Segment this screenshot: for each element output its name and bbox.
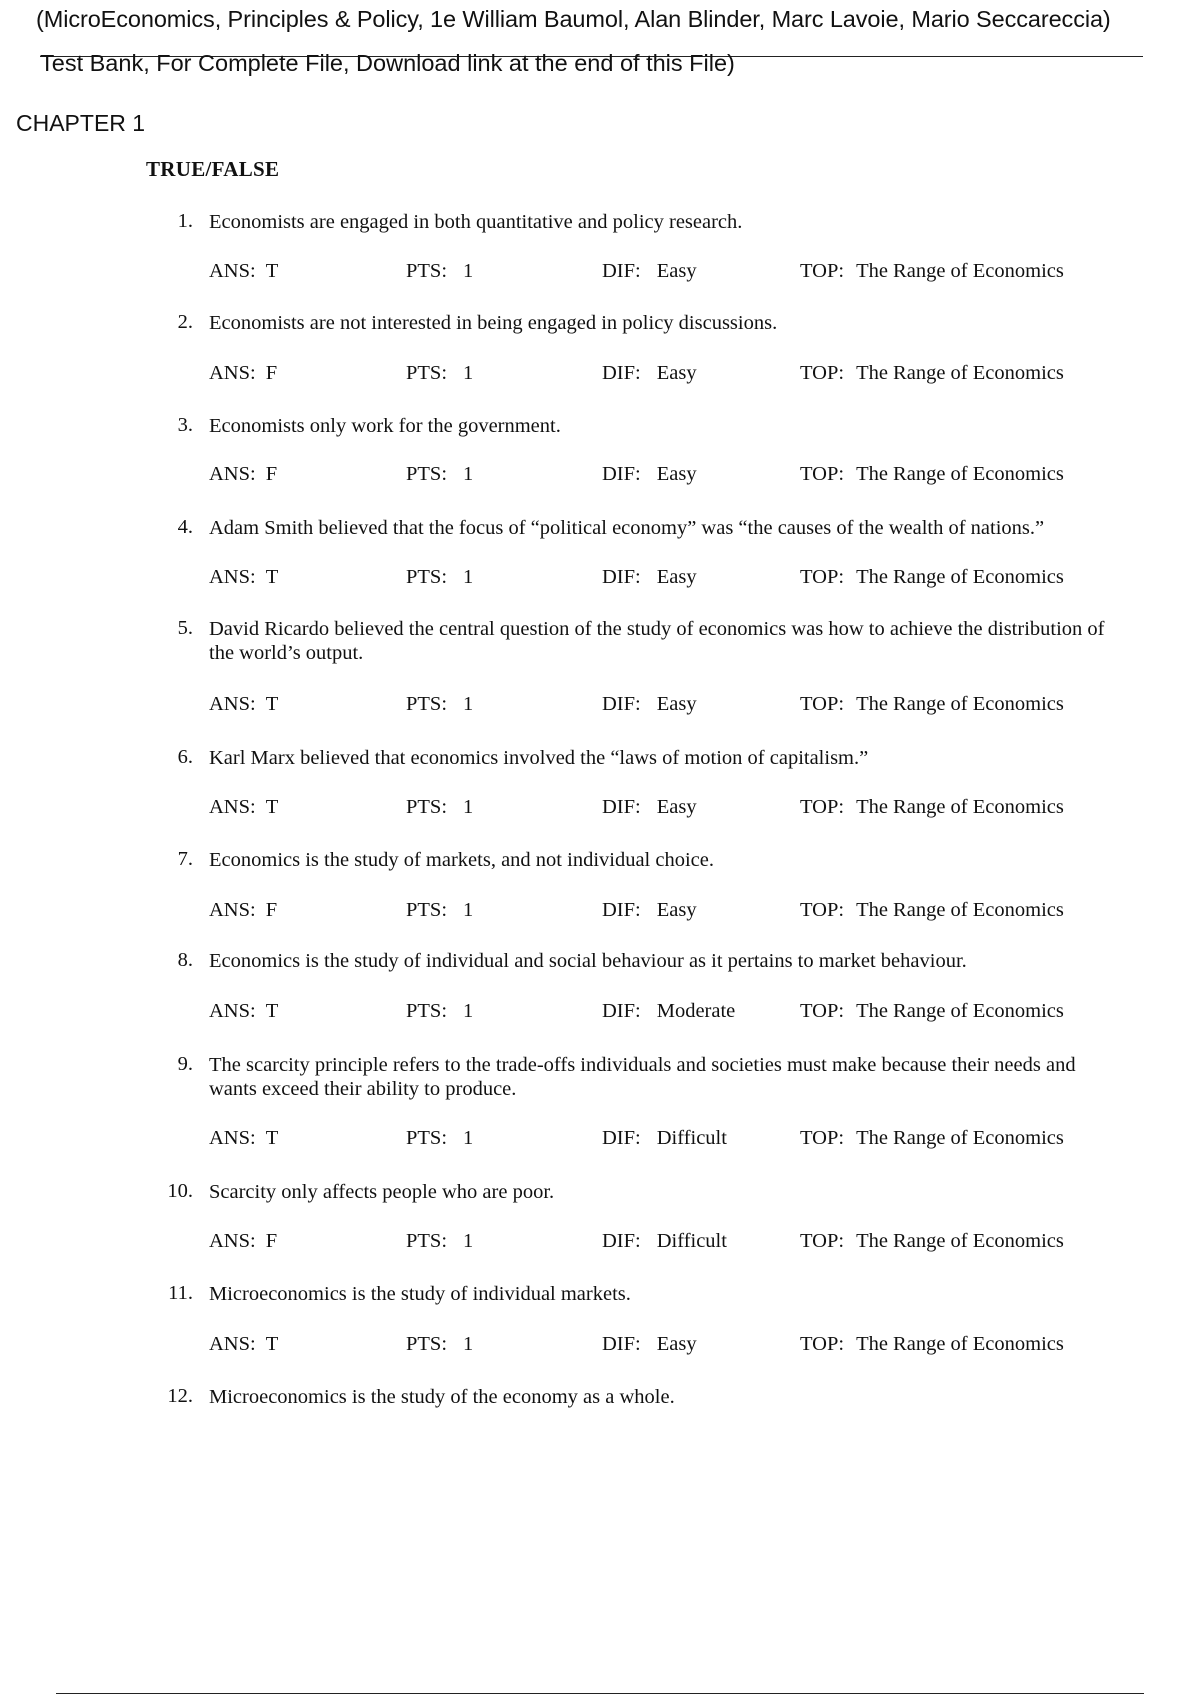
ans-label: ANS: bbox=[209, 1333, 256, 1355]
topic-field bbox=[800, 1230, 1064, 1253]
ans-value: T bbox=[265, 693, 279, 715]
question-number: 9. bbox=[177, 1053, 193, 1075]
answer-field bbox=[209, 1230, 277, 1253]
question-text: Adam Smith believed that the focus of “political economy” was “the causes of the wealth of nations.” bbox=[209, 517, 1045, 539]
dif-label: DIF: bbox=[602, 899, 641, 921]
question-text: Karl Marx believed that economics involved the “laws of motion of capitalism.” bbox=[209, 747, 869, 769]
answer-field bbox=[209, 1127, 278, 1150]
question-text: David Ricardo believed the central question of the study of economics was how to achieve the distribution of the world’s output. bbox=[209, 618, 1105, 664]
difficulty-field bbox=[602, 1333, 697, 1356]
pts-label: PTS: bbox=[406, 1000, 448, 1022]
top-value: The Range of Economics bbox=[856, 1230, 1064, 1252]
question-text: Economics is the study of individual and social behaviour as it pertains to market behaviour. bbox=[209, 950, 967, 972]
ans-label: ANS: bbox=[209, 260, 256, 282]
ans-label: ANS: bbox=[209, 362, 256, 384]
ans-value: T bbox=[265, 1333, 279, 1355]
dif-value: Easy bbox=[656, 566, 697, 588]
answer-field bbox=[209, 260, 278, 283]
dif-value: Easy bbox=[656, 260, 697, 282]
answer-field bbox=[209, 693, 278, 716]
pts-label: PTS: bbox=[406, 899, 448, 921]
pts-value: 1 bbox=[463, 1333, 474, 1355]
pts-value: 1 bbox=[463, 566, 474, 588]
ans-value: T bbox=[265, 260, 279, 282]
answer-field bbox=[209, 1333, 278, 1356]
difficulty-field bbox=[602, 362, 697, 385]
points-field bbox=[406, 566, 473, 589]
question-number: 8. bbox=[177, 949, 193, 971]
topic-field bbox=[800, 1000, 1064, 1023]
topic-field bbox=[800, 566, 1064, 589]
topic-field bbox=[800, 796, 1064, 819]
top-value: The Range of Economics bbox=[856, 566, 1064, 588]
answer-field bbox=[209, 566, 278, 589]
ans-label: ANS: bbox=[209, 693, 256, 715]
pts-value: 1 bbox=[463, 693, 474, 715]
question-text: Economics is the study of markets, and not individual choice. bbox=[209, 849, 714, 871]
dif-value: Difficult bbox=[656, 1230, 727, 1252]
top-label: TOP: bbox=[800, 796, 845, 818]
top-value: The Range of Economics bbox=[856, 1127, 1064, 1149]
question-number: 11. bbox=[168, 1282, 193, 1304]
top-label: TOP: bbox=[800, 1230, 845, 1252]
question-number: 3. bbox=[177, 414, 193, 436]
answer-field bbox=[209, 362, 277, 385]
question-number: 5. bbox=[177, 617, 193, 639]
dif-label: DIF: bbox=[602, 1230, 641, 1252]
pts-label: PTS: bbox=[406, 796, 448, 818]
dif-value: Easy bbox=[656, 899, 697, 921]
dif-value: Moderate bbox=[656, 1000, 736, 1022]
ans-value: T bbox=[265, 1000, 279, 1022]
points-field bbox=[406, 796, 473, 819]
answer-field bbox=[209, 463, 277, 486]
ans-value: F bbox=[265, 899, 278, 921]
dif-label: DIF: bbox=[602, 362, 641, 384]
top-value: The Range of Economics bbox=[856, 1333, 1064, 1355]
ans-label: ANS: bbox=[209, 899, 256, 921]
question-text: Microeconomics is the study of individual markets. bbox=[209, 1283, 631, 1305]
question-text: Economists are engaged in both quantitative and policy research. bbox=[209, 211, 743, 233]
ans-label: ANS: bbox=[209, 463, 256, 485]
dif-label: DIF: bbox=[602, 796, 641, 818]
top-label: TOP: bbox=[800, 1127, 845, 1149]
pts-label: PTS: bbox=[406, 566, 448, 588]
points-field bbox=[406, 1127, 473, 1150]
dif-label: DIF: bbox=[602, 463, 641, 485]
top-label: TOP: bbox=[800, 566, 845, 588]
document-header-subtitle: Test Bank, For Complete File, Download link at the end of this File) bbox=[40, 50, 735, 76]
question-number: 1. bbox=[177, 210, 193, 232]
ans-label: ANS: bbox=[209, 796, 256, 818]
points-field bbox=[406, 1333, 473, 1356]
difficulty-field bbox=[602, 693, 697, 716]
topic-field bbox=[800, 463, 1064, 486]
ans-value: T bbox=[265, 566, 279, 588]
difficulty-field bbox=[602, 1000, 735, 1023]
dif-value: Easy bbox=[656, 463, 697, 485]
question-text: Economists are not interested in being engaged in policy discussions. bbox=[209, 312, 778, 334]
pts-value: 1 bbox=[463, 1127, 474, 1149]
pts-value: 1 bbox=[463, 362, 474, 384]
pts-value: 1 bbox=[463, 1230, 474, 1252]
pts-value: 1 bbox=[463, 796, 474, 818]
question-text: The scarcity principle refers to the trade-offs individuals and societies must make because their needs and wants exceed their ability to produce. bbox=[209, 1054, 1076, 1100]
topic-field bbox=[800, 1333, 1064, 1356]
top-label: TOP: bbox=[800, 899, 845, 921]
pts-value: 1 bbox=[463, 463, 474, 485]
question-number: 7. bbox=[177, 848, 193, 870]
ans-value: T bbox=[265, 796, 279, 818]
topic-field bbox=[800, 693, 1064, 716]
ans-value: F bbox=[265, 362, 278, 384]
answer-field bbox=[209, 899, 277, 922]
question-number: 12. bbox=[167, 1385, 193, 1407]
pts-label: PTS: bbox=[406, 260, 448, 282]
answer-field bbox=[209, 1000, 278, 1023]
difficulty-field bbox=[602, 899, 697, 922]
ans-value: T bbox=[265, 1127, 279, 1149]
points-field bbox=[406, 260, 473, 283]
question-text: Economists only work for the government. bbox=[209, 415, 561, 437]
top-value: The Range of Economics bbox=[856, 463, 1064, 485]
points-field bbox=[406, 1000, 473, 1023]
dif-value: Difficult bbox=[656, 1127, 727, 1149]
top-label: TOP: bbox=[800, 463, 845, 485]
ans-label: ANS: bbox=[209, 566, 256, 588]
question-number: 2. bbox=[177, 311, 193, 333]
question-number: 4. bbox=[177, 516, 193, 538]
ans-value: F bbox=[265, 463, 278, 485]
topic-field bbox=[800, 260, 1064, 283]
topic-field bbox=[800, 362, 1064, 385]
question-number: 6. bbox=[177, 746, 193, 768]
difficulty-field bbox=[602, 796, 697, 819]
topic-field bbox=[800, 1127, 1064, 1150]
pts-value: 1 bbox=[463, 260, 474, 282]
difficulty-field bbox=[602, 463, 697, 486]
ans-label: ANS: bbox=[209, 1127, 256, 1149]
points-field bbox=[406, 1230, 473, 1253]
points-field bbox=[406, 362, 473, 385]
section-title: TRUE/FALSE bbox=[146, 157, 280, 181]
difficulty-field bbox=[602, 566, 697, 589]
top-label: TOP: bbox=[800, 1333, 845, 1355]
pts-label: PTS: bbox=[406, 1333, 448, 1355]
document-header-title: (MicroEconomics, Principles & Policy, 1e William Baumol, Alan Blinder, Marc Lavoie, Mario Seccareccia) bbox=[36, 6, 1111, 32]
pts-label: PTS: bbox=[406, 1230, 448, 1252]
dif-label: DIF: bbox=[602, 1127, 641, 1149]
dif-label: DIF: bbox=[602, 1000, 641, 1022]
ans-value: F bbox=[265, 1230, 278, 1252]
ans-label: ANS: bbox=[209, 1000, 256, 1022]
difficulty-field bbox=[602, 260, 697, 283]
dif-label: DIF: bbox=[602, 566, 641, 588]
top-label: TOP: bbox=[800, 260, 845, 282]
question-number: 10. bbox=[167, 1180, 193, 1202]
top-label: TOP: bbox=[800, 362, 845, 384]
dif-label: DIF: bbox=[602, 693, 641, 715]
top-value: The Range of Economics bbox=[856, 693, 1064, 715]
footer-divider bbox=[56, 1693, 1144, 1694]
top-label: TOP: bbox=[800, 693, 845, 715]
top-label: TOP: bbox=[800, 1000, 845, 1022]
pts-label: PTS: bbox=[406, 463, 448, 485]
answer-field bbox=[209, 796, 278, 819]
top-value: The Range of Economics bbox=[856, 1000, 1064, 1022]
dif-value: Easy bbox=[656, 693, 697, 715]
pts-value: 1 bbox=[463, 899, 474, 921]
difficulty-field bbox=[602, 1127, 727, 1150]
question-text: Scarcity only affects people who are poor. bbox=[209, 1181, 555, 1203]
points-field bbox=[406, 693, 473, 716]
pts-value: 1 bbox=[463, 1000, 474, 1022]
dif-value: Easy bbox=[656, 1333, 697, 1355]
pts-label: PTS: bbox=[406, 1127, 448, 1149]
top-value: The Range of Economics bbox=[856, 362, 1064, 384]
difficulty-field bbox=[602, 1230, 727, 1253]
points-field bbox=[406, 463, 473, 486]
dif-label: DIF: bbox=[602, 260, 641, 282]
dif-label: DIF: bbox=[602, 1333, 641, 1355]
points-field bbox=[406, 899, 473, 922]
pts-label: PTS: bbox=[406, 693, 448, 715]
top-value: The Range of Economics bbox=[856, 899, 1064, 921]
pts-label: PTS: bbox=[406, 362, 448, 384]
dif-value: Easy bbox=[656, 796, 697, 818]
chapter-heading: CHAPTER 1 bbox=[16, 110, 146, 136]
dif-value: Easy bbox=[656, 362, 697, 384]
top-value: The Range of Economics bbox=[856, 260, 1064, 282]
ans-label: ANS: bbox=[209, 1230, 256, 1252]
top-value: The Range of Economics bbox=[856, 796, 1064, 818]
question-text: Microeconomics is the study of the economy as a whole. bbox=[209, 1386, 675, 1408]
topic-field bbox=[800, 899, 1064, 922]
